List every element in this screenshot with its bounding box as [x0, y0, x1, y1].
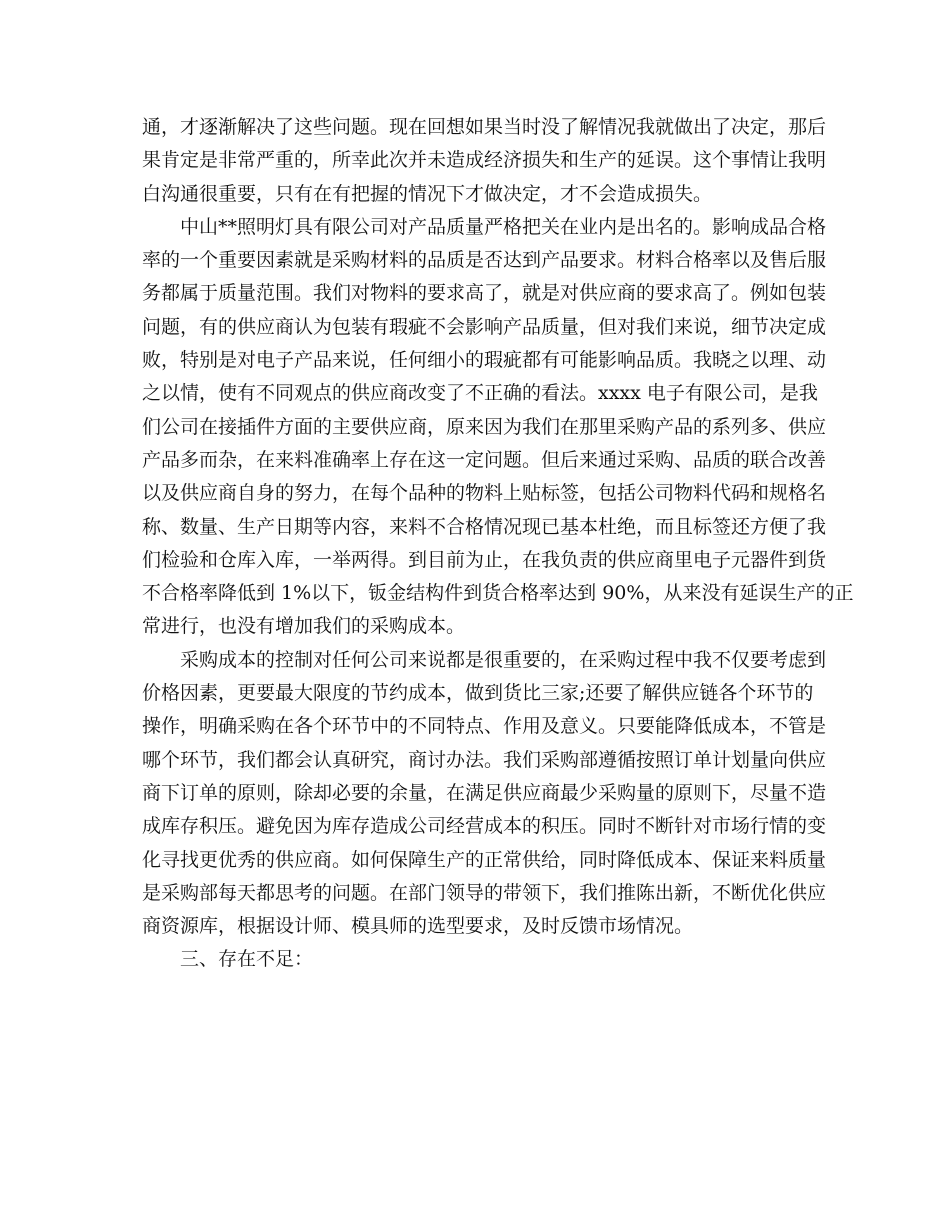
- paragraph-3-line-2: 价格因素，更要最大限度的节约成本，做到货比三家;还要了解供应链各个环节的: [142, 682, 814, 705]
- paragraph-2-line-3: 务都属于质量范围。我们对物料的要求高了，就是对供应商的要求高了。例如包装: [142, 282, 827, 305]
- paragraph-2-line-7: 们公司在接插件方面的主要供应商，原来因为我们在那里采购产品的系列多、供应: [142, 415, 827, 438]
- paragraph-3-line-3: 操作，明确采购在各个环节中的不同特点、作用及意义。只要能降低成本，不管是: [142, 715, 827, 738]
- paragraph-3-line-4: 哪个环节，我们都会认真研究，商讨办法。我们采购部遵循按照订单计划量向供应: [142, 748, 827, 771]
- paragraph-3-line-7: 化寻找更优秀的供应商。如何保障生产的正常供给，同时降低成本、保证来料质量: [142, 848, 827, 871]
- paragraph-2-line-13: 常进行，也没有增加我们的采购成本。: [142, 615, 466, 638]
- paragraph-2-line-6: 之以情，使有不同观点的供应商改变了不正确的看法。xxxx 电子有限公司，是我: [142, 382, 818, 405]
- paragraph-1-line-1: 通，才逐渐解决了这些问题。现在回想如果当时没了解情况我就做出了决定，那后: [142, 116, 827, 138]
- paragraph-3-line-5: 商下订单的原则，除却必要的余量，在满足供应商最少采购量的原则下，尽量不造: [142, 781, 827, 804]
- paragraph-2-line-2: 率的一个重要因素就是采购材料的品质是否达到产品要求。材料合格率以及售后服: [142, 249, 827, 272]
- section-heading-shortcomings: 三、存在不足：: [180, 948, 314, 971]
- paragraph-2-line-8: 产品多而杂，在来料准确率上存在这一定问题。但后来通过采购、品质的联合改善: [142, 448, 827, 471]
- paragraph-2-line-9: 以及供应商自身的努力，在每个品种的物料上贴标签，包括公司物料代码和规格名: [142, 482, 827, 505]
- paragraph-2-line-5: 败，特别是对电子产品来说，任何细小的瑕疵都有可能影响品质。我晓之以理、动: [142, 349, 827, 372]
- paragraph-2-line-12: 不合格率降低到 1%以下，钣金结构件到货合格率达到 90%，从来没有延误生产的正: [142, 582, 854, 605]
- paragraph-1-line-2: 果肯定是非常严重的，所幸此次并未造成经济损失和生产的延误。这个事情让我明: [142, 149, 827, 172]
- paragraph-2-line-4: 问题，有的供应商认为包装有瑕疵不会影响产品质量，但对我们来说，细节决定成: [142, 315, 827, 338]
- paragraph-2-line-1: 中山**照明灯具有限公司对产品质量严格把关在业内是出名的。影响成品合格: [180, 215, 827, 238]
- paragraph-2-line-11: 们检验和仓库入库，一举两得。到目前为止，在我负责的供应商里电子元器件到货: [142, 548, 827, 571]
- paragraph-3-line-6: 成库存积压。避免因为库存造成公司经营成本的积压。同时不断针对市场行情的变: [142, 815, 827, 838]
- paragraph-2-line-10: 称、数量、生产日期等内容，来料不合格情况现已基本杜绝，而且标签还方便了我: [142, 515, 827, 538]
- paragraph-1-line-3: 白沟通很重要，只有在有把握的情况下才做决定，才不会造成损失。: [142, 182, 713, 205]
- paragraph-3-line-8: 是采购部每天都思考的问题。在部门领导的带领下，我们推陈出新，不断优化供应: [142, 881, 827, 904]
- paragraph-3-line-9: 商资源库，根据设计师、模具师的选型要求，及时反馈市场情况。: [142, 915, 694, 938]
- document-body: [142, 111, 854, 977]
- paragraph-3-line-1: 采购成本的控制对任何公司来说都是很重要的，在采购过程中我不仅要考虑到: [180, 648, 827, 671]
